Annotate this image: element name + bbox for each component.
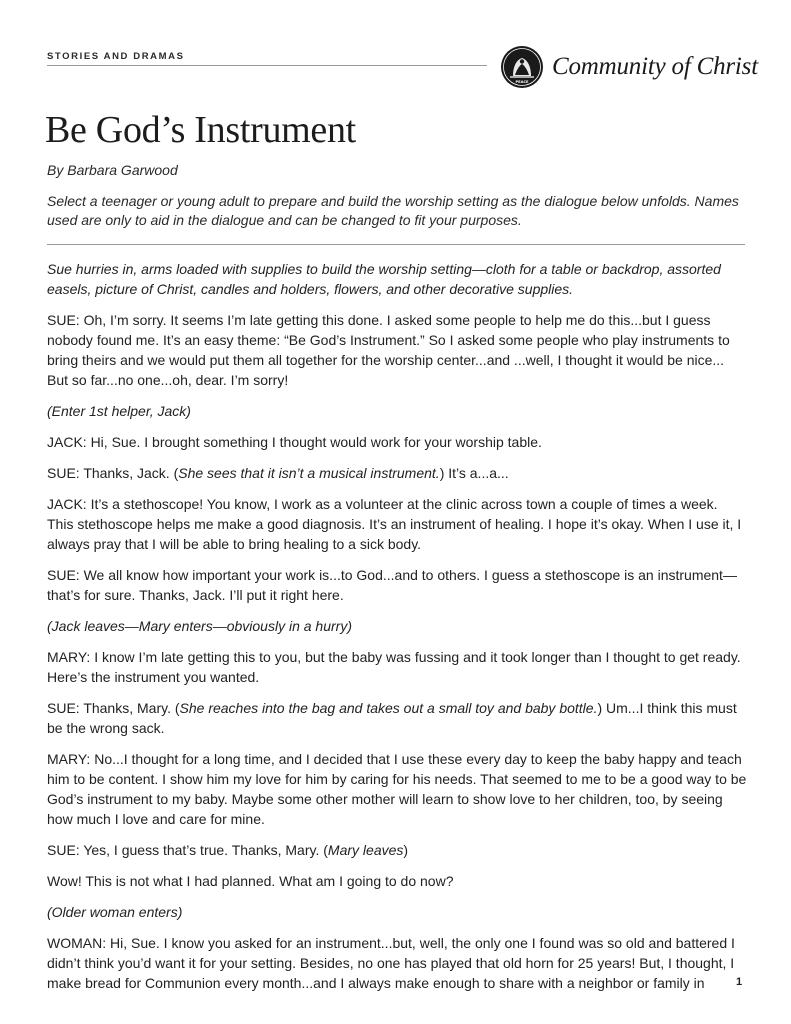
inline-stage-direction: She sees that it isn’t a musical instrument. <box>178 465 440 481</box>
byline: By Barbara Garwood <box>47 162 178 178</box>
dialogue-line: MARY: I know I’m late getting this to you, but the baby was fussing and it took longer than I thought to get ready. Here’s the instrument you wanted. <box>47 649 741 685</box>
stage-direction: (Enter 1st helper, Jack) <box>47 403 191 419</box>
dialogue-line <box>47 840 747 860</box>
logo-text: Community of Christ <box>552 53 758 80</box>
dialogue-text: SUE: Thanks, Jack. ( <box>47 465 179 481</box>
dialogue-text: SUE: Yes, I guess that’s true. Thanks, Mary. ( <box>47 842 328 858</box>
intro-instructions: Select a teenager or young adult to prepare and build the worship setting as the dialogue below unfolds. Names used are only to aid in the dialogue and can be changed to fit your purposes. <box>47 193 739 228</box>
dialogue-text: ) <box>403 842 409 858</box>
section-label: STORIES AND DRAMAS <box>47 51 185 62</box>
stage-direction: Sue hurries in, arms loaded with supplies to build the worship setting—cloth for a table or backdrop, assorted easels, picture of Christ, candles and holders, flowers, and other decorative supplies. <box>47 261 721 297</box>
intro-divider <box>47 244 745 245</box>
dialogue-line: Wow! This is not what I had planned. What am I going to do now? <box>47 873 454 889</box>
dialogue-line: JACK: It’s a stethoscope! You know, I work as a volunteer at the clinic across town a couple of times a week. This stethoscope helps me make a good diagnosis. It’s an instrument of healing. I hope it’s okay. When I use it, I always pray that I will be able to bring healing to a sick body. <box>47 496 742 552</box>
stage-direction: (Older woman enters) <box>47 904 183 920</box>
header-divider <box>47 65 487 66</box>
inline-stage-direction: She reaches into the bag and takes out a small toy and baby bottle. <box>179 700 598 716</box>
dialogue-text: ) It’s a...a... <box>439 465 509 481</box>
dialogue-line: SUE: Oh, I’m sorry. It seems I’m late getting this done. I asked some people to help me do this...but I guess nobody found me. It’s an easy theme: “Be God’s Instrument.” So I asked some people who play instruments to bring theirs and we would put them all together for the worship center...and ...well, I thought it would be nice... But so far...no one...oh, dear. I’m sorry! <box>47 312 730 388</box>
dialogue-line: SUE: We all know how important your work is...to God...and to others. I guess a stethoscope is an instrument—that’s for sure. Thanks, Jack. I’ll put it right here. <box>47 567 737 603</box>
script-body <box>47 259 747 1004</box>
page-number: 1 <box>736 976 743 988</box>
stage-direction: (Jack leaves—Mary enters—obviously in a hurry) <box>47 618 352 634</box>
seal-icon <box>500 45 544 89</box>
dialogue-line <box>47 463 747 483</box>
dialogue-text: ) Um...I think this must be the wrong sack. <box>47 700 737 736</box>
community-of-christ-logo <box>500 42 758 92</box>
dialogue-text: SUE: Thanks, Mary. ( <box>47 700 180 716</box>
dialogue-line: JACK: Hi, Sue. I brought something I thought would work for your worship table. <box>47 434 542 450</box>
page-title: Be God’s Instrument <box>45 109 356 151</box>
seal-text: PEACE <box>515 80 529 84</box>
dialogue-line: MARY: No...I thought for a long time, and I decided that I use these every day to keep the baby happy and teach him to be content. I show him my love for him by caring for his needs. That seemed to me to be a good way to be God’s instrument to my baby. Maybe some other mother will learn to show love to her children, too, by seeing how much I love and care for mine. <box>47 751 747 827</box>
dialogue-line: WOMAN: Hi, Sue. I know you asked for an instrument...but, well, the only one I found was so old and battered I didn’t think you’d want it for your setting. Besides, no one has played that old horn for 25 years! But, I thought, I make bread for Communion every month...and I always make enough to share with a neighbor or family in <box>47 935 735 991</box>
dialogue-line <box>47 698 747 738</box>
inline-stage-direction: Mary leaves <box>327 842 404 858</box>
